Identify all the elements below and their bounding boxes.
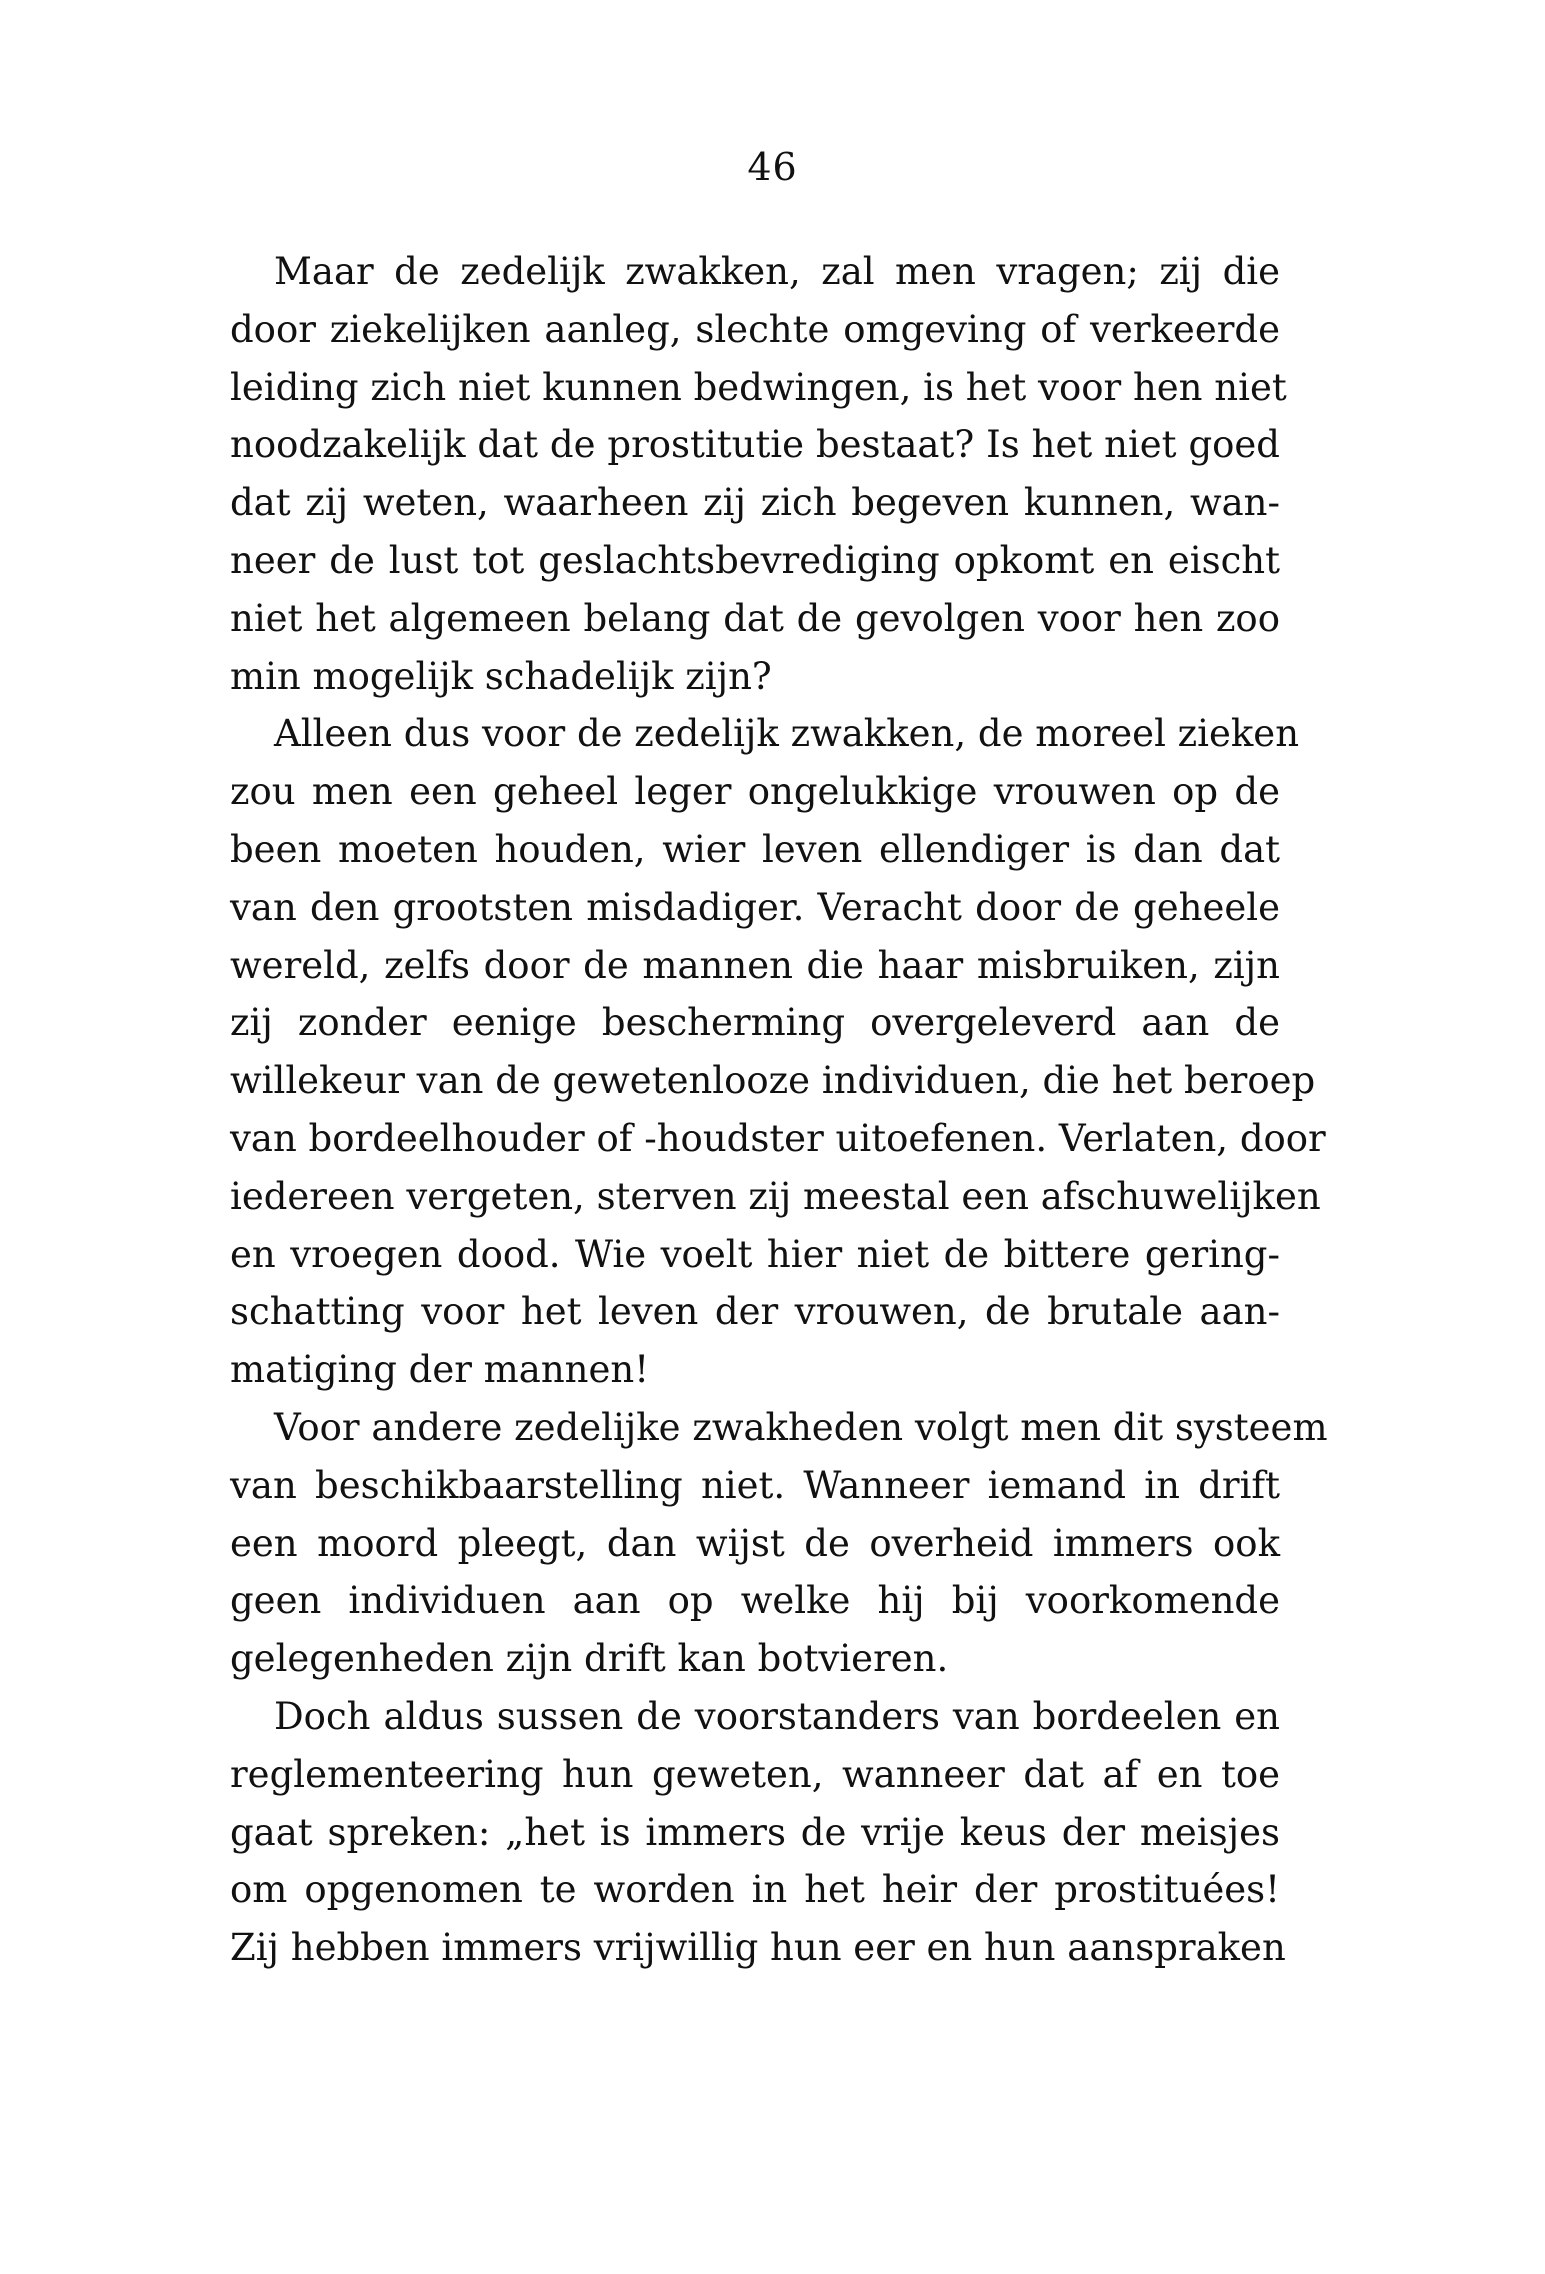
body-text bbox=[230, 243, 1328, 1977]
text-line: Maar de zedelijk zwakken, zal men vragen; zij die bbox=[274, 250, 1280, 293]
text-line: min mogelijk schadelijk zijn? bbox=[230, 654, 772, 698]
text-line: wereld, zelfs door de mannen die haar misbruiken, zijn bbox=[230, 943, 1280, 987]
text-line: niet het algemeen belang dat de gevolgen voor hen zoo bbox=[230, 596, 1280, 640]
page-number: 46 bbox=[747, 145, 798, 189]
text-line: van den grootsten misdadiger. Veracht door de geheele bbox=[230, 885, 1280, 929]
text-line: Zij hebben immers vrijwillig hun eer en hun aanspraken bbox=[230, 1926, 1286, 1970]
text-line: Doch aldus sussen de voorstanders van bordeelen en bbox=[274, 1694, 1280, 1738]
text-line: gaat spreken: „het is immers de vrije keus der meisjes bbox=[230, 1810, 1280, 1854]
text-line: been moeten houden, wier leven ellendiger is dan dat bbox=[230, 827, 1280, 871]
text-line: neer de lust tot geslachtsbevrediging opkomt en eischt bbox=[230, 538, 1280, 582]
text-line: gelegenheden zijn drift kan botvieren. bbox=[230, 1637, 949, 1681]
text-line: willekeur van de gewetenlooze individuen, die het beroep bbox=[230, 1059, 1316, 1103]
text-line: door ziekelijken aanleg, slechte omgeving of verkeerde bbox=[230, 307, 1280, 351]
text-line: van beschikbaarstelling niet. Wanneer iemand in drift bbox=[230, 1463, 1280, 1507]
text-line: Voor andere zedelijke zwakheden volgt men dit systeem bbox=[274, 1405, 1328, 1449]
text-line: leiding zich niet kunnen bedwingen, is het voor hen niet bbox=[230, 365, 1287, 409]
text-line: geen individuen aan op welke hij bij voorkomende bbox=[230, 1579, 1280, 1623]
text-line: en vroegen dood. Wie voelt hier niet de bittere gering- bbox=[230, 1232, 1280, 1276]
text-line: om opgenomen te worden in het heir der prostituées! bbox=[230, 1868, 1280, 1912]
text-line: Alleen dus voor de zedelijk zwakken, de moreel zieken bbox=[274, 712, 1300, 756]
text-line: matiging der mannen! bbox=[230, 1348, 650, 1392]
text-line: reglementeering hun geweten, wanneer dat af en toe bbox=[230, 1752, 1280, 1796]
text-line: zou men een geheel leger ongelukkige vrouwen op de bbox=[230, 770, 1280, 814]
text-line: zij zonder eenige bescherming overgeleverd aan de bbox=[230, 1001, 1280, 1045]
text-line: iedereen vergeten, sterven zij meestal een afschuwelijken bbox=[230, 1174, 1321, 1218]
text-line: een moord pleegt, dan wijst de overheid immers ook bbox=[230, 1521, 1280, 1565]
text-line: schatting voor het leven der vrouwen, de brutale aan- bbox=[230, 1290, 1280, 1334]
text-line: van bordeelhouder of -houdster uitoefenen. Verlaten, door bbox=[230, 1116, 1326, 1160]
text-line: noodzakelijk dat de prostitutie bestaat? Is het niet goed bbox=[230, 423, 1280, 467]
text-line: dat zij weten, waarheen zij zich begeven kunnen, wan- bbox=[230, 481, 1280, 525]
